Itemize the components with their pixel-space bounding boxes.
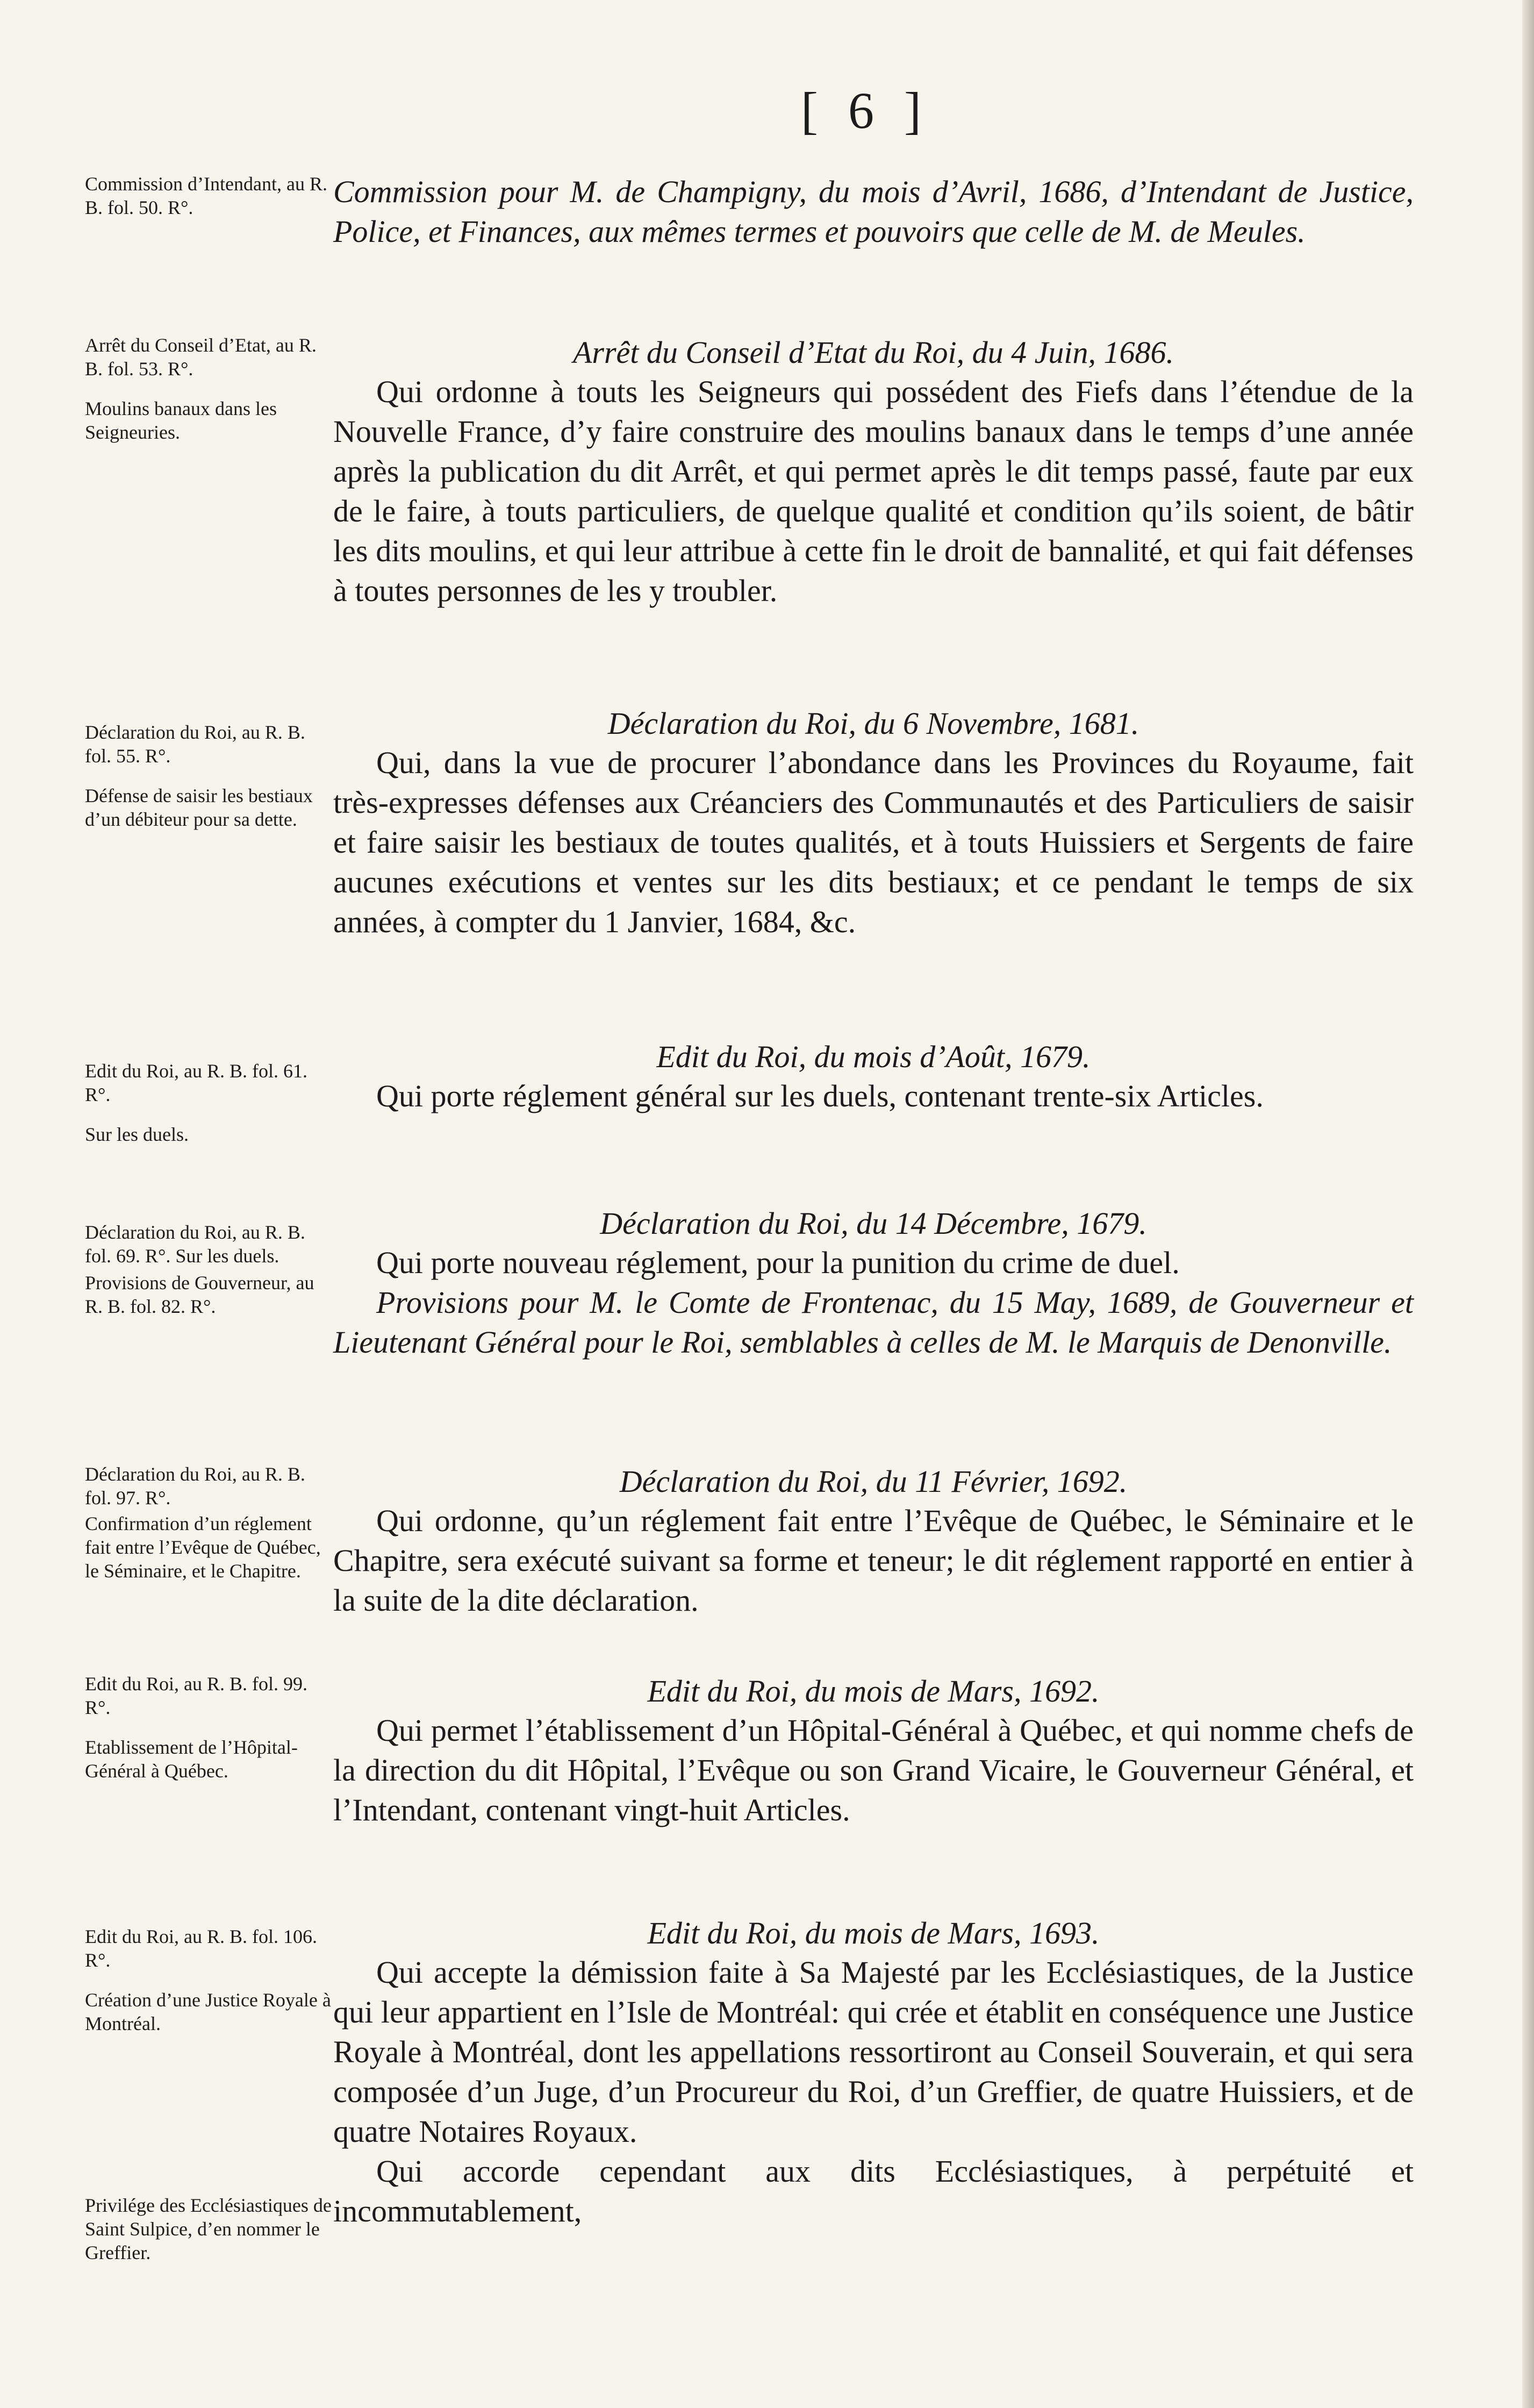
entry-text: Qui accorde cependant aux dits Ecclésiastiques, à perpétuité et incommutablement, xyxy=(333,2154,1414,2228)
margin-note: Déclaration du Roi, au R. B. fol. 97. R°. xyxy=(85,1463,305,1509)
entry-text: Provisions pour M. le Comte de Frontenac, du 15 May, 1689, de Gouverneur et Lieutenant Général pour le Roi, semblables à celles de M. le Marquis de Denonville. xyxy=(333,1285,1414,1360)
entry-text: Qui, dans la vue de procurer l’abondance dans les Provinces du Royaume, fait très-expresses défenses aux Créanciers des Communautés et des Particuliers de saisir et faire saisir les bestiaux de toutes qualités, et à touts Huissiers et Sergents de faire aucunes exécutions et ventes sur les dits bestiaux; et ce pendant le temps de six années, à compter du 1 Janvier, 1684, &c. xyxy=(333,745,1414,939)
margin-note: Moulins banaux dans les Seigneuries. xyxy=(85,398,277,443)
margin-note-edit-1692 xyxy=(85,1672,332,1799)
entry-heading: Edit du Roi, du mois de Mars, 1693. xyxy=(647,1916,1100,1950)
entry-text: Commission pour M. de Champigny, du mois d’Avril, 1686, d’Intendant de Justice, Police, et Finances, aux mêmes termes et pouvoirs que celle de M. de Meules. xyxy=(333,174,1414,249)
margin-note: Edit du Roi, au R. B. fol. 99. R°. xyxy=(85,1673,307,1718)
margin-note-commission xyxy=(85,172,332,235)
margin-note-edit-1679 xyxy=(85,1059,332,1162)
margin-note-arret xyxy=(85,333,332,460)
margin-note: Arrêt du Conseil d’Etat, au R. B. fol. 53. R°. xyxy=(85,334,317,380)
margin-note-declaration-1681 xyxy=(85,720,332,847)
entry-edit-1679 xyxy=(333,1038,1414,1116)
margin-note-privilege xyxy=(85,2193,332,2281)
margin-note: Confirmation d’un réglement fait entre l’Evêque de Québec, le Séminaire, et le Chapitre. xyxy=(85,1513,321,1582)
entry-declaration-1679 xyxy=(333,1204,1414,1362)
entry-heading: Déclaration du Roi, du 11 Février, 1692. xyxy=(619,1464,1128,1499)
entry-heading: Déclaration du Roi, du 14 Décembre, 1679. xyxy=(600,1206,1147,1241)
margin-note: Sur les duels. xyxy=(85,1124,189,1145)
entry-text: Qui ordonne, qu’un réglement fait entre l’Evêque de Québec, le Séminaire et le Chapitre, sera exécuté suivant sa forme et teneur; le dit réglement rapporté en entier à la suite de la dite déclaration. xyxy=(333,1503,1414,1618)
entry-declaration-1681 xyxy=(333,704,1414,942)
entry-arret-1686 xyxy=(333,333,1414,611)
entry-commission xyxy=(333,172,1414,252)
margin-note: Edit du Roi, au R. B. fol. 106. R°. xyxy=(85,1926,317,1971)
margin-note: Déclaration du Roi, au R. B. fol. 69. R°. Sur les duels. xyxy=(85,1221,305,1267)
entry-heading: Edit du Roi, du mois de Mars, 1692. xyxy=(647,1674,1100,1709)
margin-note-declaration-1679 xyxy=(85,1220,332,1334)
margin-note: Etablissement de l’Hôpital-Général à Québec. xyxy=(85,1737,298,1782)
margin-note: Privilége des Ecclésiastiques de Saint Sulpice, d’en nommer le Greffier. xyxy=(85,2195,332,2263)
entry-text: Qui ordonne à touts les Seigneurs qui possédent des Fiefs dans l’étendue de la Nouvelle France, d’y faire construire des moulins banaux dans le temps d’une année après la publication du dit Arrêt, et qui permet après le dit temps passé, faute par eux de le faire, à touts particuliers, de quelque qualité et condition qu’ils soient, de bâtir les dits moulins, et qui leur attribue à cette fin le droit de bannalité, et qui fait défenses à toutes personnes de les y troubler. xyxy=(333,374,1414,608)
entry-heading: Edit du Roi, du mois d’Août, 1679. xyxy=(656,1039,1091,1074)
margin-note: Déclaration du Roi, au R. B. fol. 55. R°. xyxy=(85,721,305,767)
entry-edit-1692 xyxy=(333,1672,1414,1830)
margin-note: Provisions de Gouverneur, au R. B. fol. 82. R°. xyxy=(85,1272,314,1317)
margin-note-edit-1693 xyxy=(85,1925,332,2052)
entry-heading: Déclaration du Roi, du 6 Novembre, 1681. xyxy=(607,706,1139,741)
margin-note: Défense de saisir les bestiaux d’un débiteur pour sa dette. xyxy=(85,785,313,830)
entry-heading: Arrêt du Conseil d’Etat du Roi, du 4 Juin, 1686. xyxy=(572,335,1174,370)
page-number: [ 6 ] xyxy=(801,82,930,139)
margin-note: Commission d’Intendant, au R. B. fol. 50. R°. xyxy=(85,173,327,218)
entry-declaration-1692 xyxy=(333,1462,1414,1620)
entry-text: Qui porte nouveau réglement, pour la punition du crime de duel. xyxy=(376,1245,1180,1280)
margin-note-declaration-1692 xyxy=(85,1462,332,1599)
margin-note: Création d’une Justice Royale à Montréal. xyxy=(85,1989,331,2034)
entry-text: Qui accepte la démission faite à Sa Majesté par les Ecclésiastiques, de la Justice qui leur appartient en l’Isle de Montréal: qui crée et établit en conséquence une Justice Royale à Montréal, dont les appellations ressortiront au Conseil Souverain, et qui sera composée d’un Juge, d’un Procureur du Roi, d’un Greffier, de quatre Huissiers, et de quatre Notaires Royaux. xyxy=(333,1955,1414,2149)
page-edge xyxy=(1522,0,1534,2408)
entry-text: Qui permet l’établissement d’un Hôpital-Général à Québec, et qui nomme chefs de la direction du dit Hôpital, l’Evêque ou son Grand Vicaire, le Gouverneur Général, et l’Intendant, contenant vingt-huit Articles. xyxy=(333,1713,1414,1827)
margin-note: Edit du Roi, au R. B. fol. 61. R°. xyxy=(85,1060,307,1105)
entry-text: Qui porte réglement général sur les duels, contenant trente-six Articles. xyxy=(376,1078,1264,1113)
entry-edit-1693 xyxy=(333,1914,1414,2231)
